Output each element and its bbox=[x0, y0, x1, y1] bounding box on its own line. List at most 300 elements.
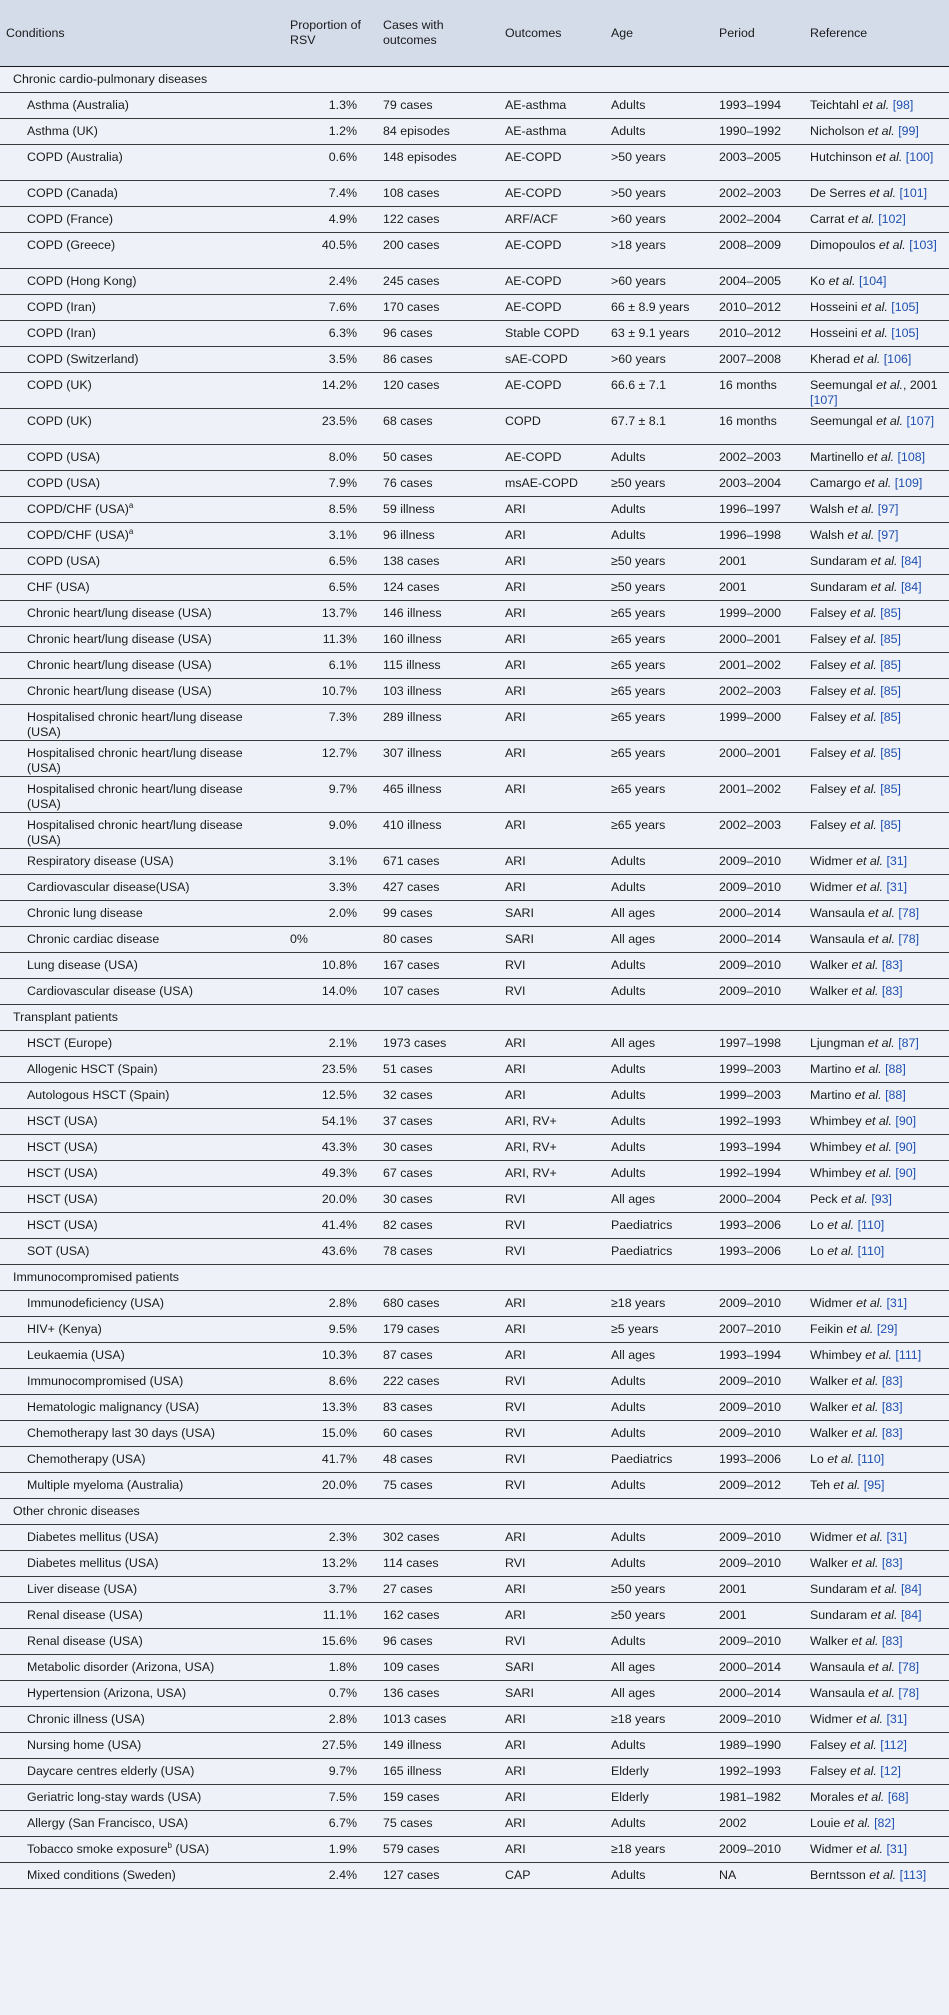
cell-condition: Hypertension (Arizona, USA) bbox=[0, 1681, 284, 1707]
cell-reference: Whimbey et al. [90] bbox=[804, 1161, 949, 1187]
cell-outcome: ARI bbox=[499, 705, 605, 741]
reference-link[interactable]: [88] bbox=[885, 1088, 906, 1102]
reference-link[interactable]: [90] bbox=[895, 1166, 917, 1180]
cell-age: Adults bbox=[605, 1473, 713, 1499]
cell-outcome: ARI bbox=[499, 497, 605, 523]
cell-cases: 289 illness bbox=[377, 705, 499, 741]
reference-link[interactable]: [111] bbox=[895, 1348, 922, 1362]
table-row bbox=[0, 601, 949, 627]
header-cases: Cases with outcomes bbox=[377, 0, 499, 67]
et-al: et al. bbox=[869, 1868, 897, 1882]
cell-condition: HSCT (USA) bbox=[0, 1109, 284, 1135]
cell-outcome: ARI, RV+ bbox=[499, 1135, 605, 1161]
reference-link[interactable]: [88] bbox=[885, 1062, 906, 1076]
cell-cases: 114 cases bbox=[377, 1551, 499, 1577]
reference-link[interactable]: [90] bbox=[895, 1114, 917, 1128]
reference-link[interactable]: [90] bbox=[895, 1140, 917, 1154]
reference-link[interactable]: [31] bbox=[886, 1842, 908, 1856]
cell-reference: Hosseini et al. [105] bbox=[804, 321, 949, 347]
cell-age: All ages bbox=[605, 1655, 713, 1681]
cell-age: Adults bbox=[605, 1525, 713, 1551]
reference-link[interactable]: [84] bbox=[900, 580, 922, 594]
cell-outcome: AE-COPD bbox=[499, 373, 605, 409]
et-al: et al. bbox=[846, 1322, 874, 1336]
reference-link[interactable]: [95] bbox=[863, 1478, 885, 1492]
et-al: et al. bbox=[870, 554, 898, 568]
cell-cases: 579 cases bbox=[377, 1837, 499, 1863]
cell-condition: Hospitalised chronic heart/lung disease (USA) bbox=[0, 705, 284, 741]
cell-period: 2001–2002 bbox=[713, 653, 804, 679]
table-row bbox=[0, 1187, 949, 1213]
reference-link[interactable]: [78] bbox=[898, 1686, 920, 1700]
reference-link[interactable]: [109] bbox=[894, 476, 923, 490]
reference-link[interactable]: [85] bbox=[880, 658, 901, 672]
cell-outcome: ARI bbox=[499, 627, 605, 653]
cell-proportion: 11.1% bbox=[284, 1603, 377, 1629]
cell-period: 1992–1993 bbox=[713, 1759, 804, 1785]
reference-link[interactable]: [103] bbox=[909, 238, 937, 252]
table-row bbox=[0, 1343, 949, 1369]
cell-age: Adults bbox=[605, 1421, 713, 1447]
reference-link[interactable]: [93] bbox=[871, 1192, 892, 1206]
cell-period: 2010–2012 bbox=[713, 321, 804, 347]
reference-link[interactable]: [83] bbox=[881, 1634, 903, 1648]
reference-link[interactable]: [107] bbox=[906, 414, 935, 428]
cell-age: ≥65 years bbox=[605, 679, 713, 705]
reference-link[interactable]: [85] bbox=[880, 684, 901, 698]
cell-cases: 146 illness bbox=[377, 601, 499, 627]
table-row bbox=[0, 705, 949, 741]
cell-proportion: 8.6% bbox=[284, 1369, 377, 1395]
cell-outcome: ARI bbox=[499, 601, 605, 627]
reference-link[interactable]: [113] bbox=[899, 1868, 927, 1882]
cell-reference: Widmer et al. [31] bbox=[804, 849, 949, 875]
cell-condition: Diabetes mellitus (USA) bbox=[0, 1551, 284, 1577]
cell-age: ≥65 years bbox=[605, 813, 713, 849]
reference-link[interactable]: [99] bbox=[898, 124, 919, 138]
et-al: et al. bbox=[849, 710, 877, 724]
cell-age: ≥50 years bbox=[605, 1603, 713, 1629]
reference-link[interactable]: [31] bbox=[886, 854, 908, 868]
cell-reference: Falsey et al. [112] bbox=[804, 1733, 949, 1759]
cell-cases: 149 illness bbox=[377, 1733, 499, 1759]
cell-proportion: 49.3% bbox=[284, 1161, 377, 1187]
cell-period: 2001 bbox=[713, 1577, 804, 1603]
reference-link[interactable]: [112] bbox=[880, 1738, 907, 1752]
cell-proportion: 2.8% bbox=[284, 1291, 377, 1317]
reference-link[interactable]: [110] bbox=[857, 1244, 885, 1258]
cell-age: Adults bbox=[605, 523, 713, 549]
cell-period: 2009–2010 bbox=[713, 1837, 804, 1863]
cell-reference: Ljungman et al. [87] bbox=[804, 1031, 949, 1057]
table-row bbox=[0, 409, 949, 445]
cell-period: 2002–2003 bbox=[713, 181, 804, 207]
cell-period: 2001–2002 bbox=[713, 777, 804, 813]
reference-link[interactable]: [12] bbox=[880, 1764, 901, 1778]
cell-outcome: RVI bbox=[499, 1369, 605, 1395]
table-row bbox=[0, 1291, 949, 1317]
cell-age: Adults bbox=[605, 93, 713, 119]
cell-period: 2000–2001 bbox=[713, 627, 804, 653]
cell-outcome: ARI bbox=[499, 1603, 605, 1629]
cell-condition: Respiratory disease (USA) bbox=[0, 849, 284, 875]
cell-condition: COPD/CHF (USA)$^a$ bbox=[0, 497, 284, 523]
cell-outcome: RVI bbox=[499, 1551, 605, 1577]
cell-outcome: ARI bbox=[499, 1525, 605, 1551]
et-al: et al. bbox=[865, 1114, 892, 1128]
cell-period: 2002–2003 bbox=[713, 679, 804, 705]
cell-period: 1993–2006 bbox=[713, 1239, 804, 1265]
cell-condition: Chemotherapy (USA) bbox=[0, 1447, 284, 1473]
cell-outcome: ARI bbox=[499, 875, 605, 901]
et-al: et al. bbox=[851, 1400, 879, 1414]
reference-link[interactable]: [84] bbox=[900, 554, 922, 568]
cell-outcome: RVI bbox=[499, 953, 605, 979]
table-header bbox=[0, 0, 949, 67]
et-al: et al. bbox=[847, 212, 875, 226]
cell-outcome: ARI bbox=[499, 1837, 605, 1863]
table-row bbox=[0, 295, 949, 321]
cell-outcome: SARI bbox=[499, 927, 605, 953]
cell-cases: 27 cases bbox=[377, 1577, 499, 1603]
reference-link[interactable]: [110] bbox=[857, 1218, 885, 1232]
cell-cases: 159 cases bbox=[377, 1785, 499, 1811]
et-al: et al. bbox=[833, 1478, 861, 1492]
table-row bbox=[0, 1837, 949, 1863]
cell-period: 1993–2006 bbox=[713, 1447, 804, 1473]
et-al: et al. bbox=[849, 632, 877, 646]
cell-age: Adults bbox=[605, 119, 713, 145]
cell-proportion: 2.4% bbox=[284, 1863, 377, 1889]
cell-period: 1992–1993 bbox=[713, 1109, 804, 1135]
cell-cases: 138 cases bbox=[377, 549, 499, 575]
cell-period: 1993–1994 bbox=[713, 1343, 804, 1369]
cell-age: Adults bbox=[605, 849, 713, 875]
cell-age: 63 ± 9.1 years bbox=[605, 321, 713, 347]
cell-cases: 427 cases bbox=[377, 875, 499, 901]
cell-reference: Walker et al. [83] bbox=[804, 1551, 949, 1577]
reference-link[interactable]: [83] bbox=[881, 1556, 903, 1570]
cell-proportion: 7.6% bbox=[284, 295, 377, 321]
reference-link[interactable]: [31] bbox=[886, 1712, 908, 1726]
cell-proportion: 27.5% bbox=[284, 1733, 377, 1759]
reference-link[interactable]: [85] bbox=[880, 746, 901, 760]
cell-reference: Carrat et al. [102] bbox=[804, 207, 949, 233]
cell-outcome: msAE-COPD bbox=[499, 471, 605, 497]
cell-period: 2002 bbox=[713, 1811, 804, 1837]
table-row bbox=[0, 1395, 949, 1421]
reference-link[interactable]: [31] bbox=[886, 880, 908, 894]
cell-proportion: 11.3% bbox=[284, 627, 377, 653]
reference-link[interactable]: [31] bbox=[886, 1296, 908, 1310]
cell-condition: HSCT (USA) bbox=[0, 1161, 284, 1187]
cell-cases: 32 cases bbox=[377, 1083, 499, 1109]
cell-reference: De Serres et al. [101] bbox=[804, 181, 949, 207]
cell-outcome: RVI bbox=[499, 1213, 605, 1239]
cell-proportion: 9.7% bbox=[284, 777, 377, 813]
cell-condition: Mixed conditions (Sweden) bbox=[0, 1863, 284, 1889]
cell-cases: 60 cases bbox=[377, 1421, 499, 1447]
cell-outcome: ARI bbox=[499, 1811, 605, 1837]
table-row bbox=[0, 233, 949, 269]
reference-link[interactable]: [85] bbox=[880, 632, 901, 646]
reference-link[interactable]: [85] bbox=[880, 710, 901, 724]
cell-reference: Sundaram et al. [84] bbox=[804, 1603, 949, 1629]
cell-condition: COPD (Iran) bbox=[0, 321, 284, 347]
et-al: et al. bbox=[876, 378, 904, 392]
cell-reference: Lo et al. [110] bbox=[804, 1447, 949, 1473]
cell-age: ≥65 years bbox=[605, 601, 713, 627]
table-row bbox=[0, 1135, 949, 1161]
cell-period: 2009–2010 bbox=[713, 875, 804, 901]
cell-age: Adults bbox=[605, 1733, 713, 1759]
cell-condition: Multiple myeloma (Australia) bbox=[0, 1473, 284, 1499]
cell-outcome: ARI bbox=[499, 575, 605, 601]
cell-reference: Lo et al. [110] bbox=[804, 1213, 949, 1239]
cell-proportion: 7.3% bbox=[284, 705, 377, 741]
cell-age: 67.7 ± 8.1 bbox=[605, 409, 713, 445]
cell-age: Elderly bbox=[605, 1785, 713, 1811]
cell-outcome: COPD bbox=[499, 409, 605, 445]
cell-proportion: 7.4% bbox=[284, 181, 377, 207]
cell-cases: 30 cases bbox=[377, 1187, 499, 1213]
reference-link[interactable]: [85] bbox=[880, 782, 901, 796]
cell-reference: Dimopoulos et al. [103] bbox=[804, 233, 949, 269]
cell-reference: Wansaula et al. [78] bbox=[804, 1681, 949, 1707]
cell-proportion: 43.3% bbox=[284, 1135, 377, 1161]
cell-cases: 1973 cases bbox=[377, 1031, 499, 1057]
reference-link[interactable]: [83] bbox=[881, 1426, 903, 1440]
cell-age: >18 years bbox=[605, 233, 713, 269]
cell-age: Adults bbox=[605, 1811, 713, 1837]
cell-proportion: 41.7% bbox=[284, 1447, 377, 1473]
et-al: et al. bbox=[827, 1452, 855, 1466]
cell-cases: 37 cases bbox=[377, 1109, 499, 1135]
et-al: et al. bbox=[849, 684, 877, 698]
table-row bbox=[0, 1369, 949, 1395]
cell-cases: 115 illness bbox=[377, 653, 499, 679]
reference-link[interactable]: [83] bbox=[881, 1400, 903, 1414]
cell-reference: Hosseini et al. [105] bbox=[804, 295, 949, 321]
cell-age: Adults bbox=[605, 497, 713, 523]
cell-condition: Asthma (Australia) bbox=[0, 93, 284, 119]
cell-period: 2009–2010 bbox=[713, 849, 804, 875]
cell-proportion: 23.5% bbox=[284, 1057, 377, 1083]
reference-link[interactable]: [87] bbox=[898, 1036, 919, 1050]
cell-period: 2007–2008 bbox=[713, 347, 804, 373]
table-row bbox=[0, 1213, 949, 1239]
section-header-row bbox=[0, 1005, 949, 1031]
cell-condition: Diabetes mellitus (USA) bbox=[0, 1525, 284, 1551]
cell-proportion: 15.6% bbox=[284, 1629, 377, 1655]
et-al: et al. bbox=[856, 1842, 883, 1856]
reference-link[interactable]: [29] bbox=[876, 1322, 898, 1336]
section-header-row bbox=[0, 1265, 949, 1291]
cell-reference: Seemungal et al., 2001 [107] bbox=[804, 373, 949, 409]
et-al: et al. bbox=[847, 528, 875, 542]
cell-reference: Whimbey et al. [111] bbox=[804, 1343, 949, 1369]
cell-cases: 96 cases bbox=[377, 1629, 499, 1655]
cell-condition: Chronic heart/lung disease (USA) bbox=[0, 601, 284, 627]
cell-age: Elderly bbox=[605, 1759, 713, 1785]
cell-proportion: 14.2% bbox=[284, 373, 377, 409]
cell-proportion: 6.5% bbox=[284, 549, 377, 575]
cell-age: ≥50 years bbox=[605, 549, 713, 575]
cell-outcome: AE-COPD bbox=[499, 233, 605, 269]
table-row bbox=[0, 1811, 949, 1837]
cell-cases: 75 cases bbox=[377, 1473, 499, 1499]
cell-reference: Falsey et al. [85] bbox=[804, 777, 949, 813]
reference-link[interactable]: [97] bbox=[877, 502, 899, 516]
reference-link[interactable]: [84] bbox=[900, 1582, 922, 1596]
cell-condition: COPD/CHF (USA)$^a$ bbox=[0, 523, 284, 549]
et-al: et al. bbox=[868, 932, 895, 946]
et-al: et al. bbox=[875, 150, 903, 164]
et-al: et al. bbox=[851, 984, 879, 998]
cell-period: 2009–2010 bbox=[713, 1421, 804, 1447]
reference-link[interactable]: [83] bbox=[881, 1374, 903, 1388]
cell-reference: Morales et al. [68] bbox=[804, 1785, 949, 1811]
cell-outcome: ARI bbox=[499, 1733, 605, 1759]
reference-link[interactable]: [78] bbox=[898, 932, 920, 946]
cell-cases: 59 illness bbox=[377, 497, 499, 523]
cell-cases: 170 cases bbox=[377, 295, 499, 321]
reference-link[interactable]: [104] bbox=[858, 274, 887, 288]
table-row bbox=[0, 1317, 949, 1343]
cell-condition: Allergy (San Francisco, USA) bbox=[0, 1811, 284, 1837]
cell-cases: 108 cases bbox=[377, 181, 499, 207]
cell-period: 1993–1994 bbox=[713, 1135, 804, 1161]
cell-period: 1999–2000 bbox=[713, 601, 804, 627]
et-al: et al. bbox=[860, 300, 888, 314]
et-al: et al. bbox=[843, 1816, 871, 1830]
cell-cases: 120 cases bbox=[377, 373, 499, 409]
cell-condition: Chronic illness (USA) bbox=[0, 1707, 284, 1733]
cell-period: 1992–1994 bbox=[713, 1161, 804, 1187]
cell-age: >60 years bbox=[605, 347, 713, 373]
cell-condition: Autologous HSCT (Spain) bbox=[0, 1083, 284, 1109]
cell-proportion: 13.3% bbox=[284, 1395, 377, 1421]
reference-link[interactable]: [110] bbox=[857, 1452, 885, 1466]
reference-link[interactable]: [83] bbox=[881, 984, 903, 998]
et-al: et al. bbox=[849, 782, 877, 796]
cell-period: 2000–2014 bbox=[713, 901, 804, 927]
cell-cases: 671 cases bbox=[377, 849, 499, 875]
cell-proportion: 9.5% bbox=[284, 1317, 377, 1343]
cell-age: Adults bbox=[605, 953, 713, 979]
header-age: Age bbox=[605, 0, 713, 67]
table-row bbox=[0, 1733, 949, 1759]
section-title: Other chronic diseases bbox=[0, 1499, 949, 1525]
cell-reference: Widmer et al. [31] bbox=[804, 875, 949, 901]
cell-proportion: 0.7% bbox=[284, 1681, 377, 1707]
cell-age: ≥18 years bbox=[605, 1707, 713, 1733]
cell-outcome: AE-COPD bbox=[499, 269, 605, 295]
cell-condition: Metabolic disorder (Arizona, USA) bbox=[0, 1655, 284, 1681]
cell-age: Paediatrics bbox=[605, 1447, 713, 1473]
cell-outcome: ARI bbox=[499, 1707, 605, 1733]
cell-proportion: 54.1% bbox=[284, 1109, 377, 1135]
cell-period: 2001 bbox=[713, 575, 804, 601]
table-row bbox=[0, 1681, 949, 1707]
reference-link[interactable]: [100] bbox=[905, 150, 934, 164]
cell-reference: Walker et al. [83] bbox=[804, 979, 949, 1005]
cell-reference: Lo et al. [110] bbox=[804, 1239, 949, 1265]
cell-outcome: AE-COPD bbox=[499, 145, 605, 181]
cell-outcome: ARI bbox=[499, 1291, 605, 1317]
cell-age: All ages bbox=[605, 1031, 713, 1057]
reference-link[interactable]: [107] bbox=[810, 393, 838, 407]
reference-link[interactable]: [105] bbox=[891, 326, 919, 340]
cell-reference: Feikin et al. [29] bbox=[804, 1317, 949, 1343]
cell-age: ≥5 years bbox=[605, 1317, 713, 1343]
cell-reference: Sundaram et al. [84] bbox=[804, 1577, 949, 1603]
reference-link[interactable]: [83] bbox=[881, 958, 903, 972]
cell-condition: COPD (Iran) bbox=[0, 295, 284, 321]
et-al: et al. bbox=[856, 1530, 883, 1544]
cell-condition: Lung disease (USA) bbox=[0, 953, 284, 979]
reference-link[interactable]: [102] bbox=[878, 212, 906, 226]
et-al: et al. bbox=[865, 1166, 892, 1180]
footnote-marker: a bbox=[128, 526, 134, 536]
reference-link[interactable]: [106] bbox=[883, 352, 912, 366]
header-reference: Reference bbox=[804, 0, 949, 67]
cell-reference: Whimbey et al. [90] bbox=[804, 1135, 949, 1161]
reference-link[interactable]: [85] bbox=[880, 818, 901, 832]
table-row bbox=[0, 653, 949, 679]
reference-link[interactable]: [108] bbox=[897, 450, 926, 464]
cell-condition: COPD (USA) bbox=[0, 471, 284, 497]
cell-outcome: AE-COPD bbox=[499, 445, 605, 471]
reference-link[interactable]: [68] bbox=[887, 1790, 909, 1804]
cell-reference: Seemungal et al. [107] bbox=[804, 409, 949, 445]
header-proportion: Proportion of RSV bbox=[284, 0, 377, 67]
cell-age: ≥65 years bbox=[605, 627, 713, 653]
et-al: et al. bbox=[849, 746, 877, 760]
cell-proportion: 6.7% bbox=[284, 1811, 377, 1837]
cell-period: 2002–2004 bbox=[713, 207, 804, 233]
reference-link[interactable]: [98] bbox=[892, 98, 914, 112]
cell-cases: 67 cases bbox=[377, 1161, 499, 1187]
cell-age: All ages bbox=[605, 1681, 713, 1707]
et-al: et al. bbox=[857, 1790, 885, 1804]
cell-age: Adults bbox=[605, 1629, 713, 1655]
cell-period: 2000–2004 bbox=[713, 1187, 804, 1213]
et-al: et al. bbox=[851, 1556, 879, 1570]
cell-condition: Renal disease (USA) bbox=[0, 1629, 284, 1655]
reference-link[interactable]: [105] bbox=[891, 300, 919, 314]
reference-link[interactable]: [84] bbox=[900, 1608, 922, 1622]
reference-link[interactable]: [82] bbox=[874, 1816, 895, 1830]
cell-age: ≥18 years bbox=[605, 1837, 713, 1863]
table-row bbox=[0, 321, 949, 347]
cell-reference: Walsh et al. [97] bbox=[804, 523, 949, 549]
reference-link[interactable]: [78] bbox=[898, 1660, 920, 1674]
cell-condition: Liver disease (USA) bbox=[0, 1577, 284, 1603]
reference-link[interactable]: [31] bbox=[886, 1530, 908, 1544]
reference-link[interactable]: [78] bbox=[898, 906, 920, 920]
reference-link[interactable]: [85] bbox=[880, 606, 901, 620]
cell-condition: Chronic lung disease bbox=[0, 901, 284, 927]
et-al: et al. bbox=[851, 1426, 879, 1440]
cell-age: Adults bbox=[605, 1161, 713, 1187]
et-al: et al. bbox=[851, 1374, 879, 1388]
reference-link[interactable]: [97] bbox=[877, 528, 899, 542]
reference-link[interactable]: [101] bbox=[899, 186, 928, 200]
table-row bbox=[0, 1707, 949, 1733]
cell-reference: Falsey et al. [85] bbox=[804, 601, 949, 627]
cell-reference: Louie et al. [82] bbox=[804, 1811, 949, 1837]
